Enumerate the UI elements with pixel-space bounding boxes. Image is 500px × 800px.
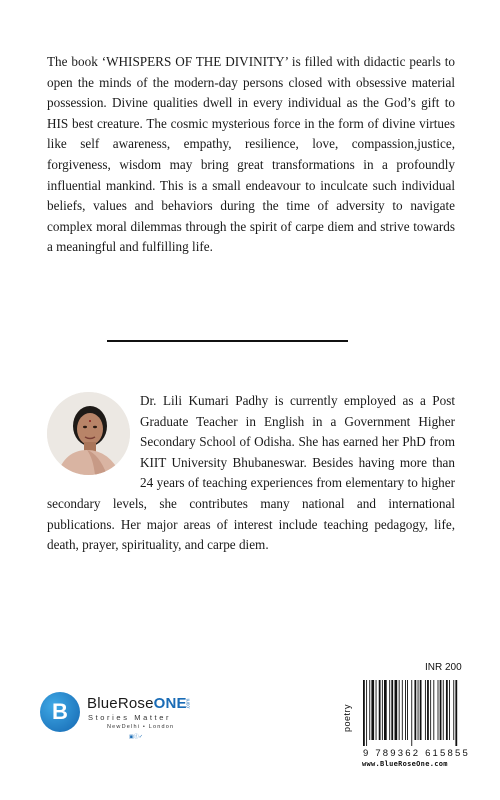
publisher-name-part1: BlueRose xyxy=(87,695,154,712)
publisher-cities: NewDelhi • London xyxy=(107,724,175,730)
barcode-bar xyxy=(443,680,444,740)
barcode-icon xyxy=(362,680,458,746)
publisher-tagline: Stories Matter xyxy=(88,713,172,722)
genre-label xyxy=(340,688,354,748)
barcode-bar xyxy=(420,680,422,740)
barcode-bar xyxy=(382,680,383,740)
barcode-bar xyxy=(366,680,367,746)
barcode-bar xyxy=(455,680,457,746)
publisher-domain-suffix: .com xyxy=(185,698,192,710)
barcode-bar xyxy=(384,680,387,740)
author-bio: Dr. Lili Kumari Padhy is currently employed as a Post Graduate Teacher in English in a Government Higher Secondary School of Odisha. She has earned her PhD from KIIT University Bhubaneswar. Besides having more than 24 years of teaching experiences from elementary to higher secondary levels, she contributes many national and international publications. Her major areas of interest include teaching pedagogy, life, death, prayer, spirituality, and carpe diem. xyxy=(47,393,455,553)
barcode-bar xyxy=(430,680,431,740)
publisher-logo xyxy=(40,692,200,742)
barcode-bar xyxy=(402,680,403,740)
barcode-bar xyxy=(433,680,434,740)
genre-text: poetry xyxy=(342,703,353,733)
author-photo xyxy=(47,392,130,475)
price-label: INR 200 xyxy=(425,662,462,673)
author-portrait-icon xyxy=(47,392,130,475)
barcode-bar xyxy=(446,680,448,740)
barcode-bar xyxy=(438,680,439,740)
barcode-bar xyxy=(376,680,377,740)
author-section xyxy=(47,391,455,556)
publisher-name xyxy=(87,695,187,712)
barcode-bar xyxy=(395,680,398,740)
barcode-bar xyxy=(369,680,370,740)
barcode-bar xyxy=(453,680,454,740)
barcode-bar xyxy=(425,680,426,740)
barcode-bar xyxy=(407,680,408,740)
barcode-bar xyxy=(405,680,406,740)
barcode-digits: 9 789362 615855 xyxy=(363,748,470,759)
publisher-website: www.BlueRoseOne.com xyxy=(362,760,448,768)
barcode-bar xyxy=(399,680,400,740)
barcode-bar xyxy=(449,680,450,740)
barcode-bar xyxy=(389,680,390,740)
barcode-bar xyxy=(363,680,365,746)
publisher-name-part2: ONE xyxy=(153,695,187,712)
book-blurb: The book ‘WHISPERS OF THE DIVINITY’ is filled with didactic pearls to open the minds of the modern-day persons closed with obsessive material possession. Divine qualities dwell in every individual as the God’s gift to HIS best creature. The cosmic mysterious force in the form of divine virtues like self awareness, empathy, resilience, love, compassion,justice, forgiveness, wisdom may bring great transformations in a profoundly influential mankind. This is a small endeavour to inculcate such individual beliefs, values and behaviors during the time of adversity to navigate complex moral dilemmas through the spirit of carpe diem and strive towards a meaningful and fulfilling life. xyxy=(47,54,455,255)
publisher-social-icons: ▣ⓕ✓ xyxy=(129,734,143,740)
logo-letter: B xyxy=(52,699,68,724)
barcode-bar xyxy=(411,680,412,746)
barcode-bar xyxy=(371,680,374,740)
section-divider xyxy=(107,340,348,342)
barcode-bar xyxy=(391,680,393,740)
barcode-bar xyxy=(418,680,419,740)
barcode-bar xyxy=(427,680,429,740)
barcode-bar xyxy=(379,680,381,740)
barcode-bar xyxy=(440,680,442,740)
barcode-bar xyxy=(414,680,416,740)
